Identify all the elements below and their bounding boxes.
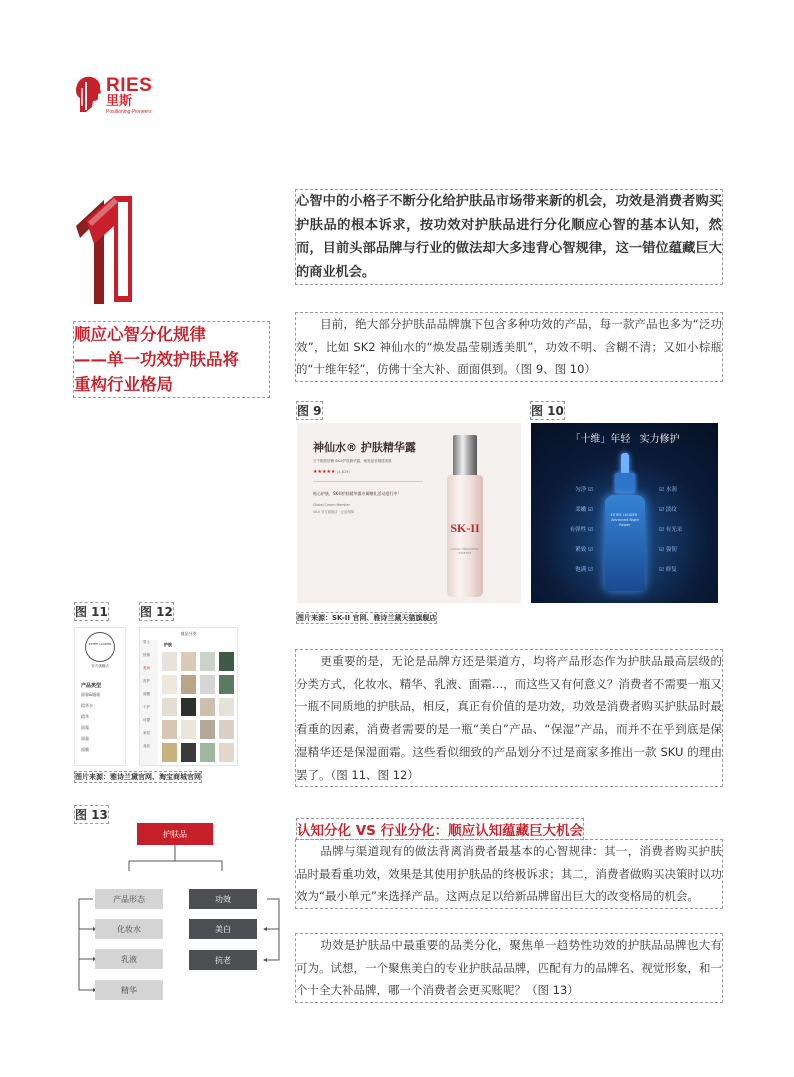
fig11-menu-item: 面霜&眼霜	[81, 692, 101, 697]
fig13-left-item: 化妆水	[95, 919, 163, 939]
fig10-left-item: 紧致 ☑	[575, 547, 593, 553]
fig13-right-head: 功效	[189, 889, 257, 909]
fig12-side-item: 美妆	[143, 666, 150, 670]
paragraph-text: 品牌与渠道现有的做法背离消费者最基本的心智规律：其一，消费者购买护肤品时最看重功效，效果是其使用护肤品的终极诉求；其二，消费者做购买决策时以功效为“最小单元”来选择产品。这两点足以给新品牌留出巨大的改变格局的机会。	[296, 844, 722, 904]
fig10-left-item: 柔嫩 ☑	[575, 507, 593, 513]
fig12-side-item: 面膜	[143, 692, 150, 696]
fig11-shop-tag: 官方旗舰店	[91, 664, 109, 668]
fig9-title: 神仙水® 护肤精华露	[313, 441, 416, 454]
body-paragraph	[296, 934, 722, 1002]
fig11-menu	[81, 692, 100, 758]
figure-label: 图 9	[297, 404, 322, 418]
fig11-menu-title: 产品类型	[81, 683, 102, 689]
fig13-left-item: 乳液	[95, 949, 163, 969]
fig9-subtitle: 万千肌肤信赖 SK-II护肤精华露，焕发晶莹剔透美肌	[313, 459, 392, 463]
fig12-side-item: 母婴	[143, 718, 150, 722]
figure-11-image	[75, 628, 125, 765]
fig9-bottle	[443, 427, 487, 599]
fig9-product-note: Global Cream Member	[313, 503, 351, 507]
fig9-rating	[313, 469, 350, 475]
section-title-line: ——单一功效护肤品将	[74, 350, 239, 369]
fig10-bottle	[603, 453, 647, 593]
figure-12-image	[140, 628, 237, 765]
fig9-divider	[313, 481, 423, 482]
fig13-right-item: 美白	[189, 919, 257, 939]
fig12-sidebar	[140, 640, 158, 765]
fig13-left-head: 产品形态	[95, 889, 163, 909]
fig11-menu-item: 面霜	[81, 736, 89, 741]
fig9-bottle-text: FACIAL TREATMENT ESSENCE	[451, 547, 479, 555]
body-paragraph	[296, 840, 722, 908]
logo-head-icon	[74, 76, 102, 112]
fig9-rating-count: (4,829)	[337, 470, 350, 474]
fig13-root: 护肤品	[137, 823, 213, 845]
fig9-product-note: SK-II 官方旗舰店 · 正品保障	[313, 510, 354, 514]
fig13-right-item: 抗老	[189, 950, 257, 970]
fig12-side-item: 洗护	[143, 679, 150, 683]
fig10-title-a: 「十维」年轻	[570, 434, 631, 445]
fig11-menu-item: 精华	[81, 714, 89, 719]
fig9-stars: ★★★★★	[313, 469, 336, 475]
fig10-left-list	[545, 485, 593, 585]
fig10-left-item: 饱满 ☑	[575, 567, 593, 573]
figure-9-image	[297, 423, 521, 603]
fig10-title-b: 实力修护	[639, 434, 680, 445]
figure-caption: 图片来源：雅诗兰黛官网、淘宝商城官网	[75, 773, 201, 781]
fig10-right-item: ☑ 修复	[659, 567, 677, 573]
fig9-promo: 贴心护肤，SK-II护肤精华露专属赠礼活动进行中！	[313, 491, 402, 496]
fig12-side-item: 家居	[143, 731, 150, 735]
fig12-header: 商品分类	[180, 631, 197, 636]
fig10-right-item: ☑ 强韧	[659, 547, 677, 553]
section-title-line: 顺应心智分化规律	[74, 325, 206, 344]
body-paragraph	[296, 313, 722, 381]
fig10-right-list	[659, 485, 709, 585]
fig11-menu-item: 面霜	[81, 725, 89, 730]
figure-label: 图 10	[531, 404, 564, 418]
fig10-bottle-text: ESTEE LAUDER · Advanced Night Repair	[610, 513, 640, 527]
subsection-title: 认知分化 VS 行业分化：顺应认知蕴藏巨大机会	[297, 819, 583, 839]
fig10-right-item: ☑ 有光采	[659, 527, 683, 533]
logo-text-en: RIES	[106, 75, 153, 96]
fig10-left-item: 有弹性 ☑	[569, 527, 593, 533]
fig11-menu-item: 面膜	[81, 747, 89, 752]
fig10-title	[539, 430, 711, 445]
body-paragraph	[296, 650, 722, 786]
fig12-product-grid	[162, 652, 234, 762]
figure-13-chart	[75, 823, 285, 1013]
figure-caption: 图片来源：SK-II 官网、雅诗兰黛天猫旗舰店	[297, 614, 437, 622]
paragraph-text: 功效是护肤品中最重要的品类分化，聚焦单一趋势性功效的护肤品品牌也大有可为。试想，一个聚焦美白的专业护肤品品牌，匹配有力的品牌名、视觉形象，和一个十全大补品牌，哪一个消费者会更买账呢？（图 13）	[296, 938, 722, 998]
intro-paragraph: 心智中的小格子不断分化给护肤品市场带来新的机会，功效是消费者购买护肤品的根本诉求，按功效对护肤品进行分化顺应心智的基本认知，然而，目前头部品牌与行业的做法却大多违背心智规律，这一错位蕴藏巨大的商业机会。	[296, 190, 722, 284]
fig12-tab: 护肤	[164, 642, 172, 647]
fig10-right-item: ☑ 水润	[659, 487, 677, 493]
brand-logo	[74, 74, 174, 114]
figure-label: 图 11	[75, 605, 108, 619]
logo-tagline: Positioning Pioneers	[106, 109, 152, 115]
fig12-side-item: 热销	[143, 653, 150, 657]
figure-10-image	[531, 423, 718, 603]
section-number	[74, 196, 144, 306]
fig12-side-item: 个护	[143, 705, 150, 709]
fig10-right-item: ☑ 淡纹	[659, 507, 677, 513]
fig9-bottle-brand: SK-II	[450, 521, 480, 535]
paragraph-text: 更重要的是，无论是品牌方还是渠道方，均将产品形态作为护肤品最高层级的分类方式，化妆水、精华、乳液、面霜…，而这些又有何意义？消费者不需要一瓶又一瓶不同质地的护肤品，相反，真正有价值的是功效，功效是消费者购买护肤品时最看重的因素，消费者需要的是一瓶“美白”产品、“保湿”产品，而并不在乎到底是保湿精华还是保湿面霜。这些看似细致的产品划分不过是商家多推出一款 SKU 的理由罢了。（图 11、图 12）	[296, 654, 722, 782]
fig11-brand: ESTĒE LAUDER	[88, 642, 112, 646]
figure-label: 图 13	[75, 808, 108, 822]
fig12-side-item: 食品	[143, 744, 150, 748]
fig10-left-item: 匀净 ☑	[575, 487, 593, 493]
section-title	[74, 322, 269, 397]
paragraph-text: 目前，绝大部分护肤品品牌旗下包含多种功效的产品，每一款产品也多为“泛功效”，比如 SK2 神仙水的“焕发晶莹剔透美肌”，功效不明、含糊不清；又如小棕瓶的“十维年轻”，仿佛十全大补、面面俱到。（图 9、图 10）	[296, 317, 722, 377]
figure-label: 图 12	[140, 605, 173, 619]
fig11-badge	[85, 632, 115, 662]
fig13-left-item: 精华	[95, 980, 163, 1000]
fig11-menu-item: 精华水	[81, 703, 93, 708]
fig12-side-item: 男士	[143, 640, 150, 644]
logo-text-cn: 里斯	[106, 94, 133, 109]
section-title-line: 重构行业格局	[74, 375, 173, 394]
